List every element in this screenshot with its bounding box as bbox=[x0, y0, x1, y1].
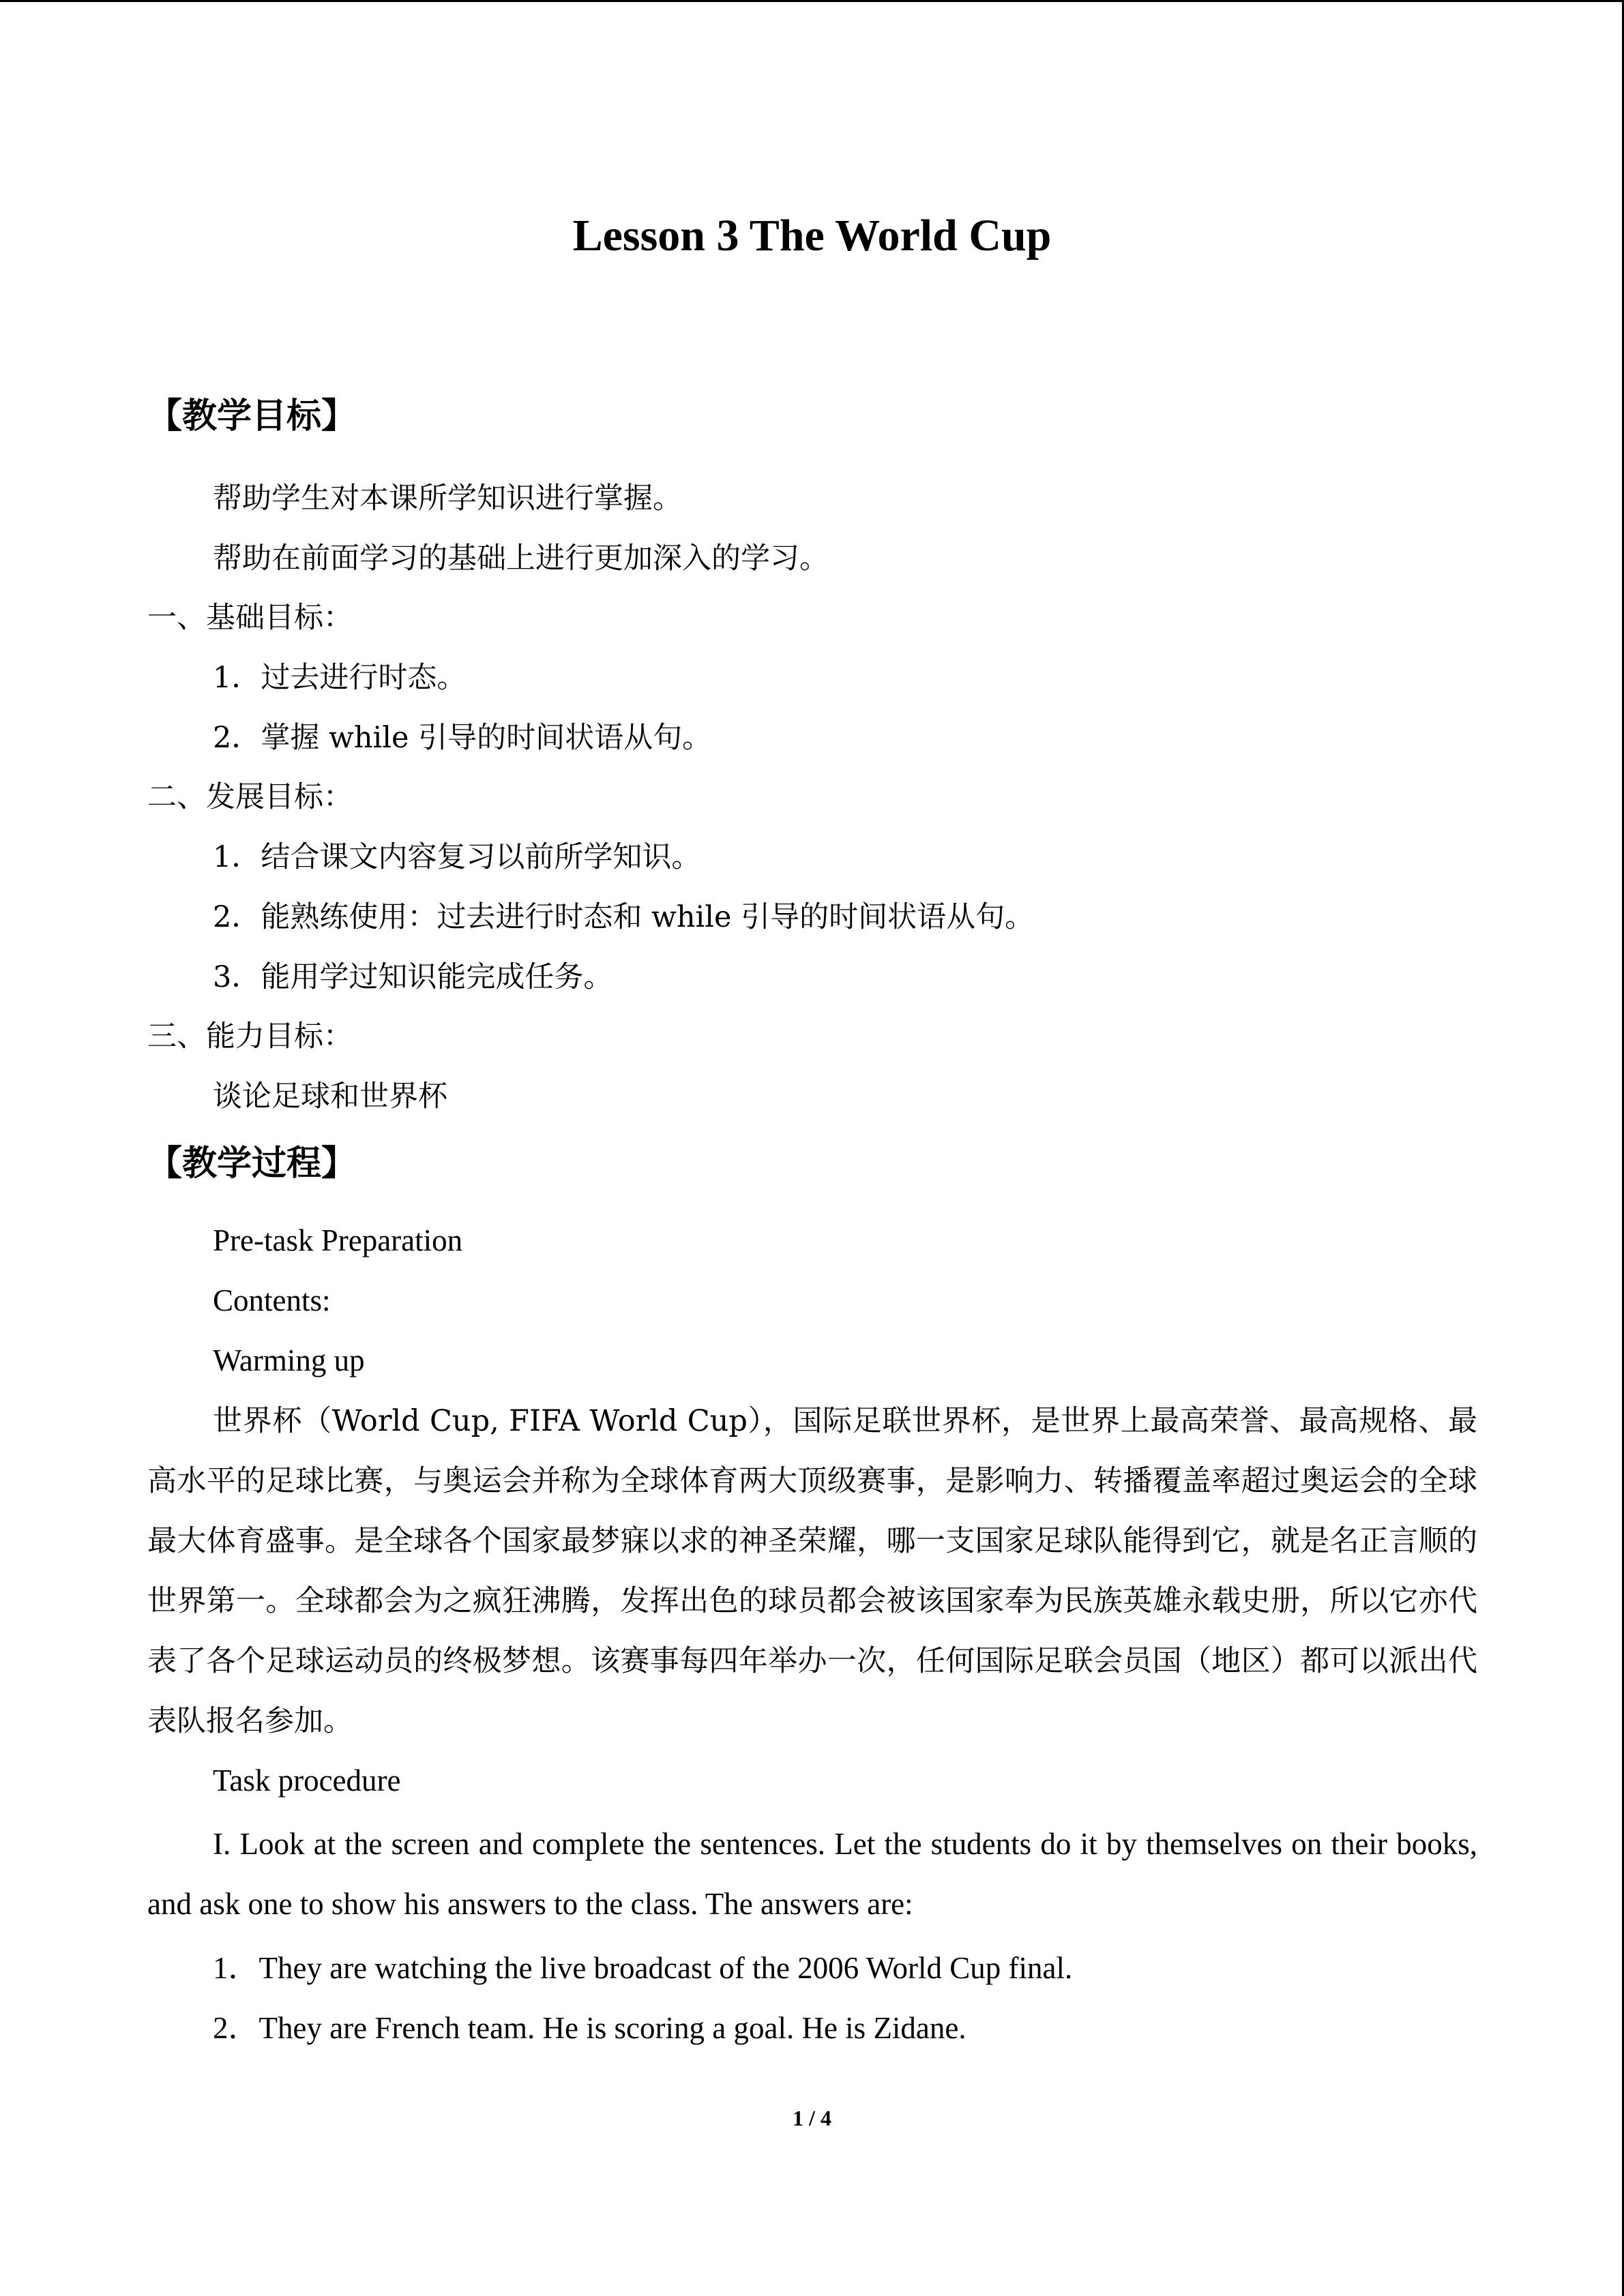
contents-label: Contents: bbox=[213, 1283, 331, 1317]
pre-task-label: Pre-task Preparation bbox=[213, 1223, 463, 1257]
intro-line-2: 帮助在前面学习的基础上进行更加深入的学习。 bbox=[213, 541, 829, 576]
section-heading-objectives: 【教学目标】 bbox=[147, 396, 357, 436]
develop-goal-2: 2．能熟练使用：过去进行时态和 while 引导的时间状语从句。 bbox=[213, 900, 1035, 934]
ability-goal-1: 谈论足球和世界杯 bbox=[213, 1079, 447, 1114]
answer-1: 1．They are watching the live broadcast of the 2006 World Cup final. bbox=[213, 1951, 1073, 1985]
develop-goal-3: 3．能用学过知识能完成任务。 bbox=[213, 960, 613, 994]
basic-goals-label: 一、基础目标： bbox=[147, 601, 353, 635]
page-top-border bbox=[0, 0, 1624, 2]
develop-goal-1: 1．结合课文内容复习以前所学知识。 bbox=[213, 840, 701, 874]
section-heading-process: 【教学过程】 bbox=[147, 1144, 357, 1184]
page-number: 1 / 4 bbox=[793, 2106, 831, 2130]
basic-goal-2: 2．掌握 while 引导的时间状语从句。 bbox=[213, 721, 712, 755]
task-instruction-paragraph: I. Look at the screen and complete the sentences. Let the students do it by themselves on their books, and ask one to show his answers to the class. The answers are: bbox=[147, 1827, 1477, 1921]
answer-2: 2．They are French team. He is scoring a goal. He is Zidane. bbox=[213, 2011, 966, 2045]
basic-goal-1: 1．过去进行时态。 bbox=[213, 661, 467, 695]
intro-line-1: 帮助学生对本课所学知识进行掌握。 bbox=[213, 481, 682, 516]
warming-up-label: Warming up bbox=[213, 1343, 365, 1377]
develop-goals-label: 二、发展目标： bbox=[147, 780, 353, 814]
task-procedure-label: Task procedure bbox=[213, 1763, 401, 1798]
ability-goals-label: 三、能力目标： bbox=[147, 1019, 353, 1054]
world-cup-paragraph: 世界杯（World Cup, FIFA World Cup），国际足联世界杯，是世界上最高荣誉、最高规格、最高水平的足球比赛，与奥运会并称为全球体育两大顶级赛事，是影响力、转播覆盖率超过奥运会的全球最大体育盛事。是全球各个国家最梦寐以求的神圣荣耀，哪一支国家足球队能得到它，就是名正言顺的世界第一。全球都会为之疯狂沸腾，发挥出色的球员都会被该国家奉为民族英雄永载史册，所以它亦代表了各个足球运动员的终极梦想。该赛事每四年举办一次，任何国际足联会员国（地区）都可以派出代表队报名参加。 bbox=[147, 1404, 1477, 1738]
page-title: Lesson 3 The World Cup bbox=[572, 211, 1052, 260]
